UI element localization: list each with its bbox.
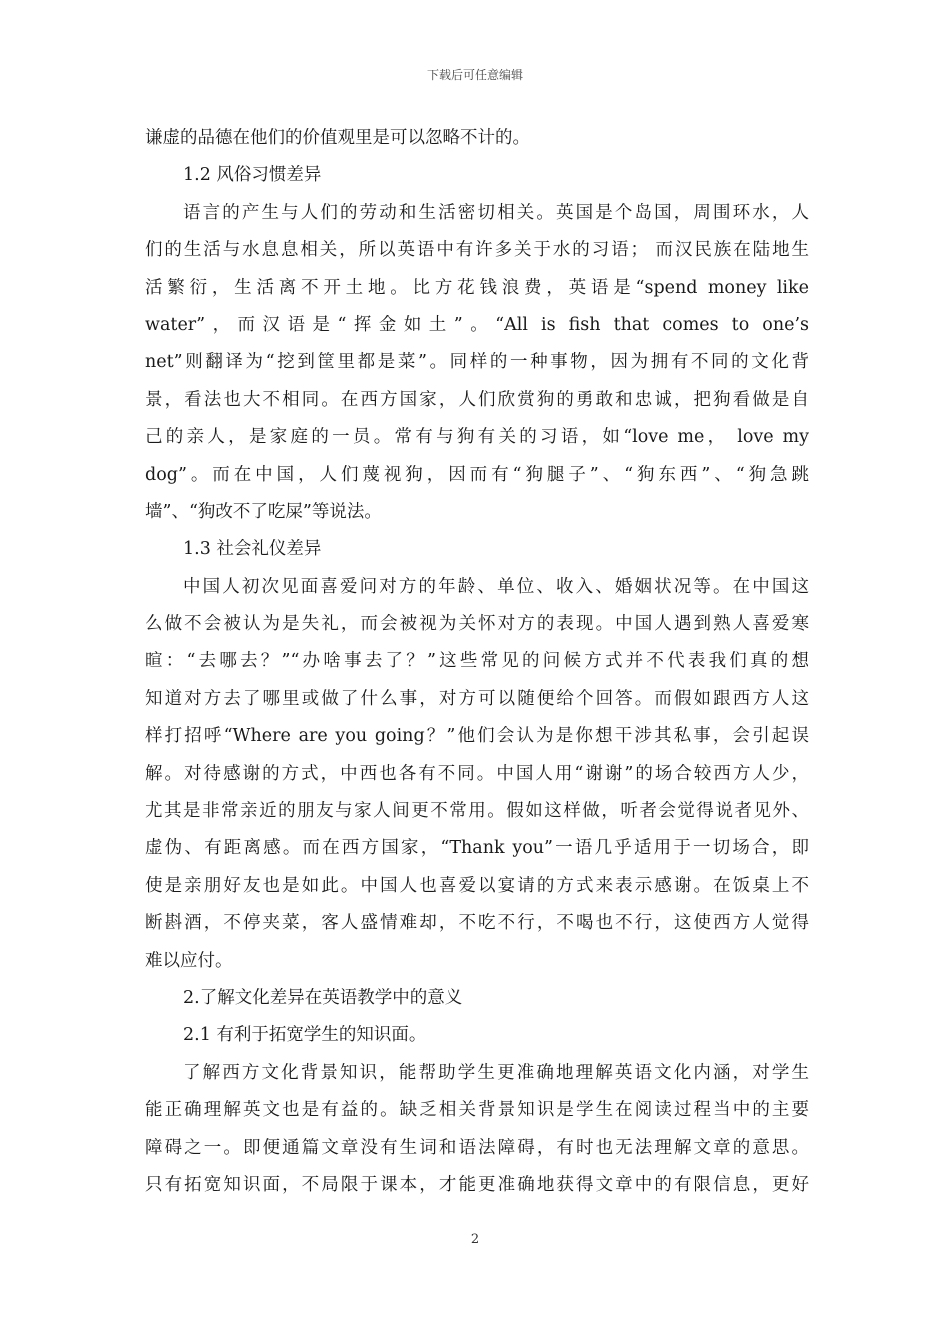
text-line: 解。对待感谢的方式，中西也各有不同。中国人用“谢谢”的场合较西方人少， <box>145 763 809 784</box>
text-line: net”则翻译为“挖到筐里都是菜”。同样的一种事物，因为拥有不同的文化背 <box>145 352 809 373</box>
text-line: 中国人初次见面喜爱问对方的年龄、单位、收入、婚姻状况等。在中国这 <box>183 576 809 597</box>
text-line: 2.1 有利于拓宽学生的知识面。 <box>183 1025 427 1046</box>
page-header: 下载后可任意编辑 <box>426 68 523 82</box>
text-line: 景，看法也大不相同。在西方国家，人们欣赏狗的勇敢和忠诚，把狗看做是自 <box>145 389 809 410</box>
text-line: 谦虚的品德在他们的价值观里是可以忽略不计的。 <box>145 128 530 148</box>
text-line: 暄：“去哪去？”“办啥事去了？”这些常见的问候方式并不代表我们真的想 <box>145 651 809 672</box>
page-number: 2 <box>470 1232 480 1247</box>
text-line: 语言的产生与人们的劳动和生活密切相关。英国是个岛国，周围环水，人 <box>183 202 809 223</box>
text-line: 尤其是非常亲近的朋友与家人间更不常用。假如这样做，听者会觉得说者见外、 <box>145 801 809 822</box>
text-line: 己的亲人，是家庭的一员。常有与狗有关的习语，如“love me， love my <box>145 427 809 448</box>
text-line: 1.2 风俗习惯差异 <box>183 165 322 186</box>
text-line: 障碍之一。即便通篇文章没有生词和语法障碍，有时也无法理解文章的意思。 <box>145 1137 809 1158</box>
text-line: 墙”、“狗改不了吃屎”等说法。 <box>145 501 382 522</box>
text-line: 活繁衍，生活离不开土地。比方花钱浪费，英语是“spend money like <box>145 277 809 298</box>
text-line: 断斟酒，不停夹菜，客人盛情难却，不吃不行，不喝也不行，这使西方人觉得 <box>145 913 809 934</box>
text-line: 了解西方文化背景知识，能帮助学生更准确地理解英语文化内涵，对学生 <box>183 1062 809 1083</box>
text-line: 难以应付。 <box>145 950 233 971</box>
text-line: 能正确理解英文也是有益的。缺乏相关背景知识是学生在阅读过程当中的主要 <box>145 1100 809 1121</box>
text-line: 样打招呼“Where are you going？”他们会认为是你想干涉其私事，会引起误 <box>145 726 809 747</box>
text-line: 1.3 社会礼仪差异 <box>183 539 322 560</box>
text-line: 知道对方去了哪里或做了什么事，对方可以随便给个回答。而假如跟西方人这 <box>145 688 809 709</box>
text-line: 只有拓宽知识面，不局限于课本，才能更准确地获得文章中的有限信息，更好 <box>145 1174 809 1195</box>
text-line: dog”。而在中国，人们蔑视狗，因而有“狗腿子”、“狗东西”、“狗急跳 <box>145 464 809 485</box>
document-body <box>145 120 809 1204</box>
text-line: 么做不会被认为是失礼，而会被视为关怀对方的表现。中国人遇到熟人喜爱寒 <box>145 614 809 635</box>
text-line: 们的生活与水息息相关，所以英语中有许多关于水的习语； 而汉民族在陆地生 <box>145 240 809 261</box>
text-line: 使是亲朋好友也是如此。中国人也喜爱以宴请的方式来表示感谢。在饭桌上不 <box>145 875 809 896</box>
text-line: 2.了解文化差异在英语教学中的意义 <box>183 987 463 1008</box>
text-line: water”，而汉语是“挥金如土”。“All is fish that comes to one’s <box>145 314 809 335</box>
text-line: 虚伪、有距离感。而在西方国家，“Thank you”一语几乎适用于一切场合，即 <box>145 838 809 859</box>
